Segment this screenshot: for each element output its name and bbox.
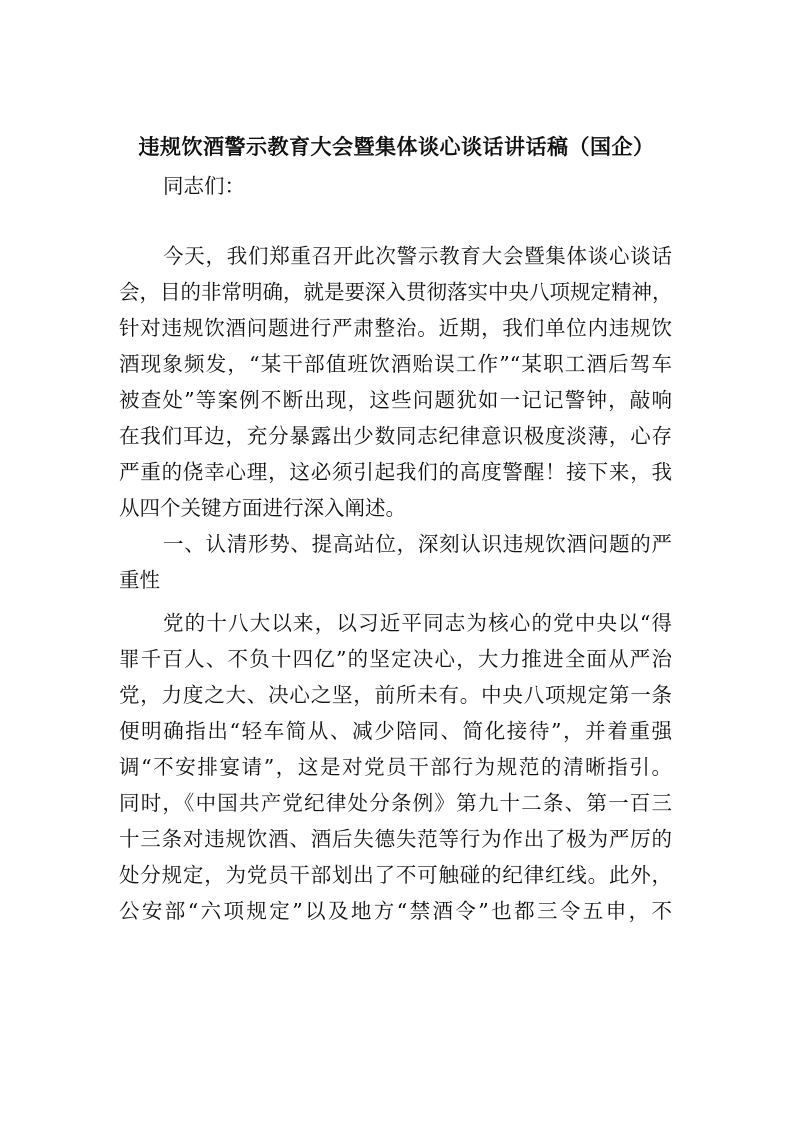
paragraph-line: 会，目的非常明确，就是要深入贯彻落实中央八项规定精神， (119, 280, 672, 304)
paragraph-line: 今天，我们郑重召开此次警示教育大会暨集体谈心谈话 (163, 244, 672, 268)
paragraph-line: 处分规定，为党员干部划出了不可触碰的纪律红线。此外， (119, 863, 672, 887)
paragraph-line: 酒现象频发，“某干部值班饮酒贻误工作”“某职工酒后驾车 (119, 352, 672, 376)
paragraph-line: 在我们耳边，充分暴露出少数同志纪律意识极度淡薄，心存 (119, 424, 672, 448)
salutation: 同志们： (163, 174, 245, 198)
section-heading-line: 重性 (119, 568, 160, 592)
paragraph-line: 严重的侥幸心理，这必须引起我们的高度警醒！接下来，我 (119, 460, 672, 484)
paragraph-line: 党，力度之大、决心之坚，前所未有。中央八项规定第一条 (119, 683, 672, 707)
document-title: 违规饮酒警示教育大会暨集体谈心谈话讲话稿（国企） (138, 134, 655, 159)
paragraph-line: 十三条对违规饮酒、酒后失德失范等行为作出了极为严厉的 (119, 827, 672, 851)
paragraph-line: 党的十八大以来，以习近平同志为核心的党中央以“得 (163, 611, 672, 635)
paragraph-line: 从四个关键方面进行深入阐述。 (119, 496, 406, 520)
paragraph-line: 针对违规饮酒问题进行严肃整治。近期，我们单位内违规饮 (119, 316, 672, 340)
paragraph-line: 调“不安排宴请”，这是对党员干部行为规范的清晰指引。 (119, 755, 672, 779)
paragraph-line: 便明确指出“轻车简从、减少陪同、简化接待”，并着重强 (119, 719, 672, 743)
paragraph-line: 罪千百人、不负十四亿”的坚定决心，大力推进全面从严治 (119, 647, 672, 671)
section-heading-line: 一、认清形势、提高站位，深刻认识违规饮酒问题的严 (163, 532, 672, 556)
paragraph-line: 被查处”等案例不断出现，这些问题犹如一记记警钟，敲响 (119, 388, 672, 412)
paragraph-line: 同时，《中国共产党纪律处分条例》第九十二条、第一百三 (119, 791, 672, 815)
paragraph-line: 公安部“六项规定”以及地方“禁酒令”也都三令五申，不 (119, 899, 672, 923)
